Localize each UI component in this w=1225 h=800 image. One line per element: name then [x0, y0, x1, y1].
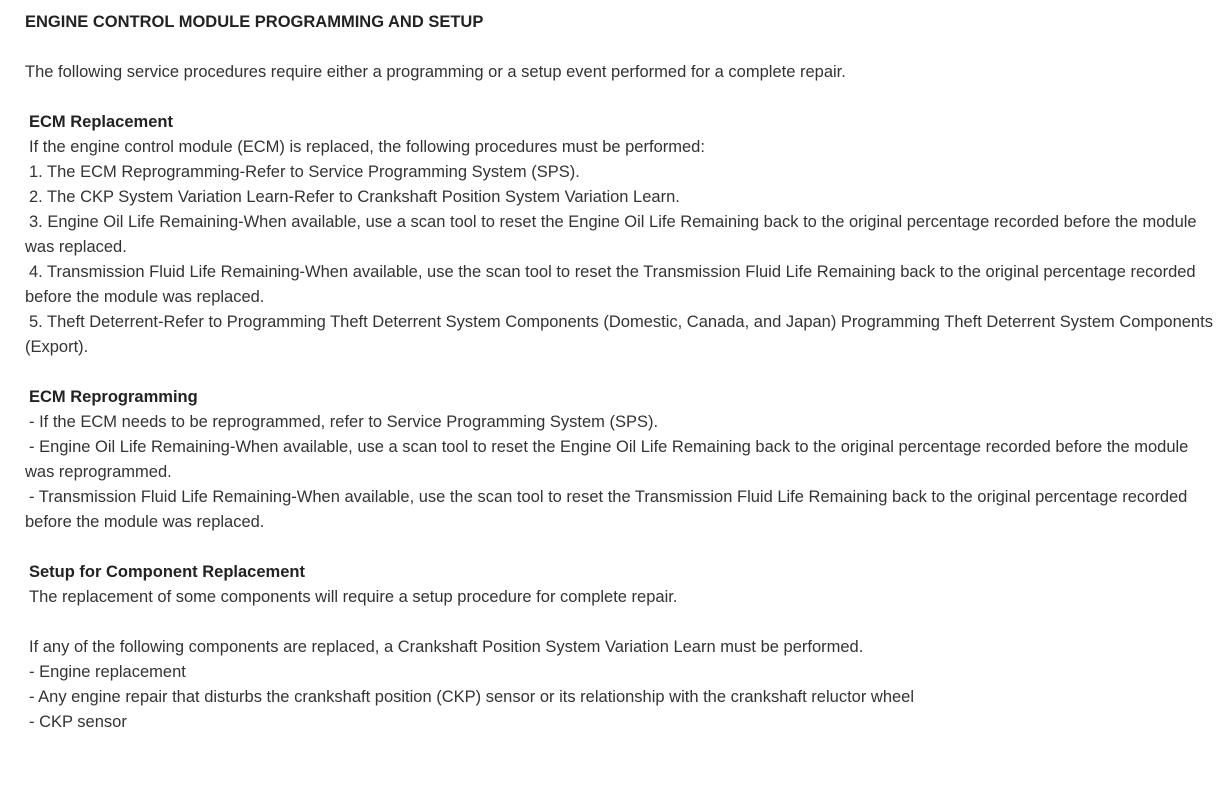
- component-item: - CKP sensor: [29, 713, 127, 731]
- ecm-reprogramming-heading: ECM Reprogramming: [29, 388, 198, 406]
- ecm-replacement-heading: ECM Replacement: [29, 113, 173, 131]
- component-item: - Engine replacement: [29, 663, 186, 681]
- spacer: [25, 35, 1215, 60]
- ckp-learn-lead: If any of the following components are replaced, a Crankshaft Position System Variation Learn must be performed.: [29, 638, 864, 656]
- ecm-replacement-step: 2. The CKP System Variation Learn-Refer to Crankshaft Position System Variation Learn.: [29, 188, 680, 206]
- spacer: [25, 360, 1215, 385]
- component-item: - Any engine repair that disturbs the crankshaft position (CKP) sensor or its relationship with the crankshaft reluctor wheel: [29, 688, 915, 706]
- ecm-replacement-step: 3. Engine Oil Life Remaining-When available, use a scan tool to reset the Engine Oil Life Remaining back to the original percentage recorded before the module was replaced.: [25, 213, 1197, 256]
- spacer: [25, 610, 1215, 635]
- document: [25, 10, 1215, 735]
- spacer: [25, 535, 1215, 560]
- document-title: ENGINE CONTROL MODULE PROGRAMMING AND SETUP: [25, 13, 484, 31]
- setup-heading: Setup for Component Replacement: [29, 563, 305, 581]
- ecm-reprogramming-item: - Transmission Fluid Life Remaining-When available, use the scan tool to reset the Transmission Fluid Life Remaining back to the original percentage recorded before the module was replaced.: [25, 488, 1188, 531]
- intro-paragraph: The following service procedures require either a programming or a setup event performed for a complete repair.: [25, 63, 846, 81]
- ecm-reprogramming-item: - Engine Oil Life Remaining-When available, use a scan tool to reset the Engine Oil Life Remaining back to the original percentage recorded before the module was reprogrammed.: [25, 438, 1189, 481]
- ecm-replacement-lead: If the engine control module (ECM) is replaced, the following procedures must be performed:: [29, 138, 705, 156]
- ecm-replacement-step: 5. Theft Deterrent-Refer to Programming Theft Deterrent System Components (Domestic, Canada, and Japan) Programming Theft Deterrent System Components (Export).: [25, 313, 1213, 356]
- setup-lead: The replacement of some components will require a setup procedure for complete repair.: [29, 588, 678, 606]
- ecm-replacement-step: 4. Transmission Fluid Life Remaining-When available, use the scan tool to reset the Transmission Fluid Life Remaining back to the original percentage recorded before the module was replaced.: [25, 263, 1196, 306]
- spacer: [25, 85, 1215, 110]
- ecm-replacement-step: 1. The ECM Reprogramming-Refer to Service Programming System (SPS).: [29, 163, 580, 181]
- ecm-reprogramming-item: - If the ECM needs to be reprogrammed, refer to Service Programming System (SPS).: [29, 413, 659, 431]
